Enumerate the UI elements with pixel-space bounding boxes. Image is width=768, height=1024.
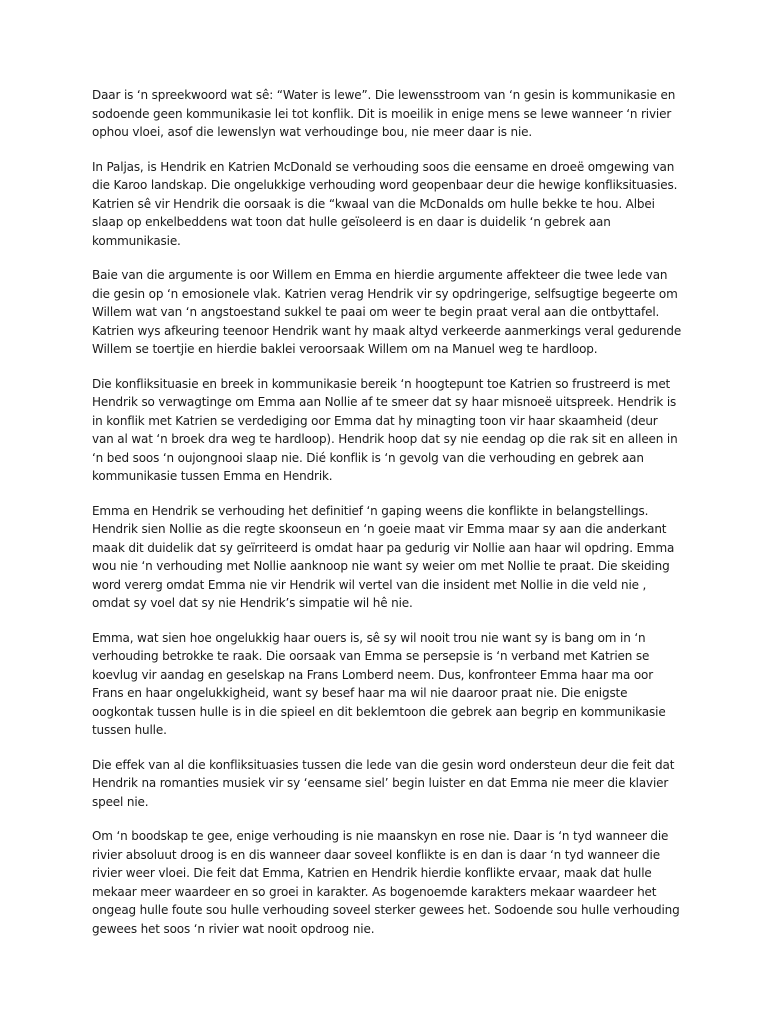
paragraph-8: Om ‘n boodskap te gee, enige verhouding is nie maanskyn en rose nie. Daar is ‘n tyd wanneer die rivier absoluut droog is en dis wanneer daar soveel konflikte is en dan is daar ‘n tyd wanneer die rivier weer vloei. Die feit dat Emma, Katrien en Hendrik hierdie konflikte ervaar, maak dat hulle mekaar meer waardeer en so groei in karakter. As bogenoemde karakters mekaar waardeer het ongeag hulle foute sou hulle verhouding soveel sterker gewees het. Sodoende sou hulle verhouding gewees het soos ‘n rivier wat nooit opdroog nie. — [92, 829, 680, 936]
paragraph-6: Emma, wat sien hoe ongelukkig haar ouers is, sê sy wil nooit trou nie want sy is bang om in ‘n verhouding betrokke te raak. Die oorsaak van Emma se persepsie is ‘n verband met Katrien se koevlug vir aandag en geselskap na Frans Lomberd neem. Dus, konfronteer Emma haar ma oor Frans en haar ongelukkigheid, want sy besef haar ma wil nie daaroor praat nie. Die enigste oogkontak tussen hulle is in die spieel en dit beklemtoon die gebrek aan begrip en kommunikasie tussen hulle. — [92, 630, 666, 737]
paragraph-7: Die effek van al die konfliksituasies tussen die lede van die gesin word ondersteun deur die feit dat Hendrik na romanties musiek vir sy ‘eensame siel’ begin luister en dat Emma nie meer die klavier speel nie. — [92, 757, 675, 809]
paragraph-5: Emma en Hendrik se verhouding het definitief ‘n gaping weens die konflikte in belangstellings. Hendrik sien Nollie as die regte skoonseun en ‘n goeie maat vir Emma maar sy aan die anderkant maak dit duidelik dat sy geïrriteerd is omdat haar pa gedurig vir Nollie aan haar wil opdring. Emma wou nie ‘n verhouding met Nollie aanknoop nie want sy weier om met Nollie te praat. Die skeiding word vererg omdat Emma nie vir Hendrik wil vertel van die insident met Nollie in die veld nie , omdat sy voel dat sy nie Hendrik’s simpatie wil hê nie. — [92, 503, 675, 610]
paragraph-1: Daar is ‘n spreekwoord wat sê: “Water is lewe”. Die lewensstroom van ‘n gesin is kommunikasie en sodoende geen kommunikasie lei tot konflik. Dit is moeilik in enige mens se lewe wanneer ‘n rivier ophou vloei, asof die lewenslyn wat verhoudinge bou, nie meer daar is nie. — [92, 88, 676, 139]
essay-body — [92, 86, 682, 954]
paragraph-3: Baie van die argumente is oor Willem en Emma en hierdie argumente affekteer die twee lede van die gesin op ‘n emosionele vlak. Katrien verag Hendrik vir sy opdringerige, selfsugtige begeerte om Willem wat van ‘n angstoestand sukkel te paai om weer te begin praat veral aan die ontbyttafel. Katrien wys afkeuring teenoor Hendrik want hy maak altyd verkeerde aanmerkings veral gedurende Willem se toertjie en hierdie baklei veroorsaak Willem om na Manuel weg te hardloop. — [92, 268, 682, 356]
paragraph-4: Die konfliksituasie en breek in kommunikasie bereik ‘n hoogtepunt toe Katrien so frustreerd is met Hendrik so verwagtinge om Emma aan Nollie af te smeer dat sy haar misnoeë uitspreek. Hendrik is in konflik met Katrien se verdediging oor Emma dat hy minagting toon vir haar skaamheid (deur van al wat ‘n broek dra weg te hardloop). Hendrik hoop dat sy nie eendag op die rak sit en alleen in ‘n bed soos ‘n oujongnooi slaap nie. Dié konflik is ‘n gevolg van die verhouding en gebrek aan kommunikasie tussen Emma en Hendrik. — [92, 376, 678, 483]
paragraph-2: In Paljas, is Hendrik en Katrien McDonald se verhouding soos die eensame en droeë omgewing van die Karoo landskap. Die ongelukkige verhouding word geopenbaar deur die hewige konfliksituasies. Katrien sê vir Hendrik die oorsaak is die “kwaal van die McDonalds om hulle bekke te hou. Albei slaap op enkelbeddens wat toon dat hulle geïsoleerd is en daar is duidelik ‘n gebrek aan kommunikasie. — [92, 159, 678, 248]
